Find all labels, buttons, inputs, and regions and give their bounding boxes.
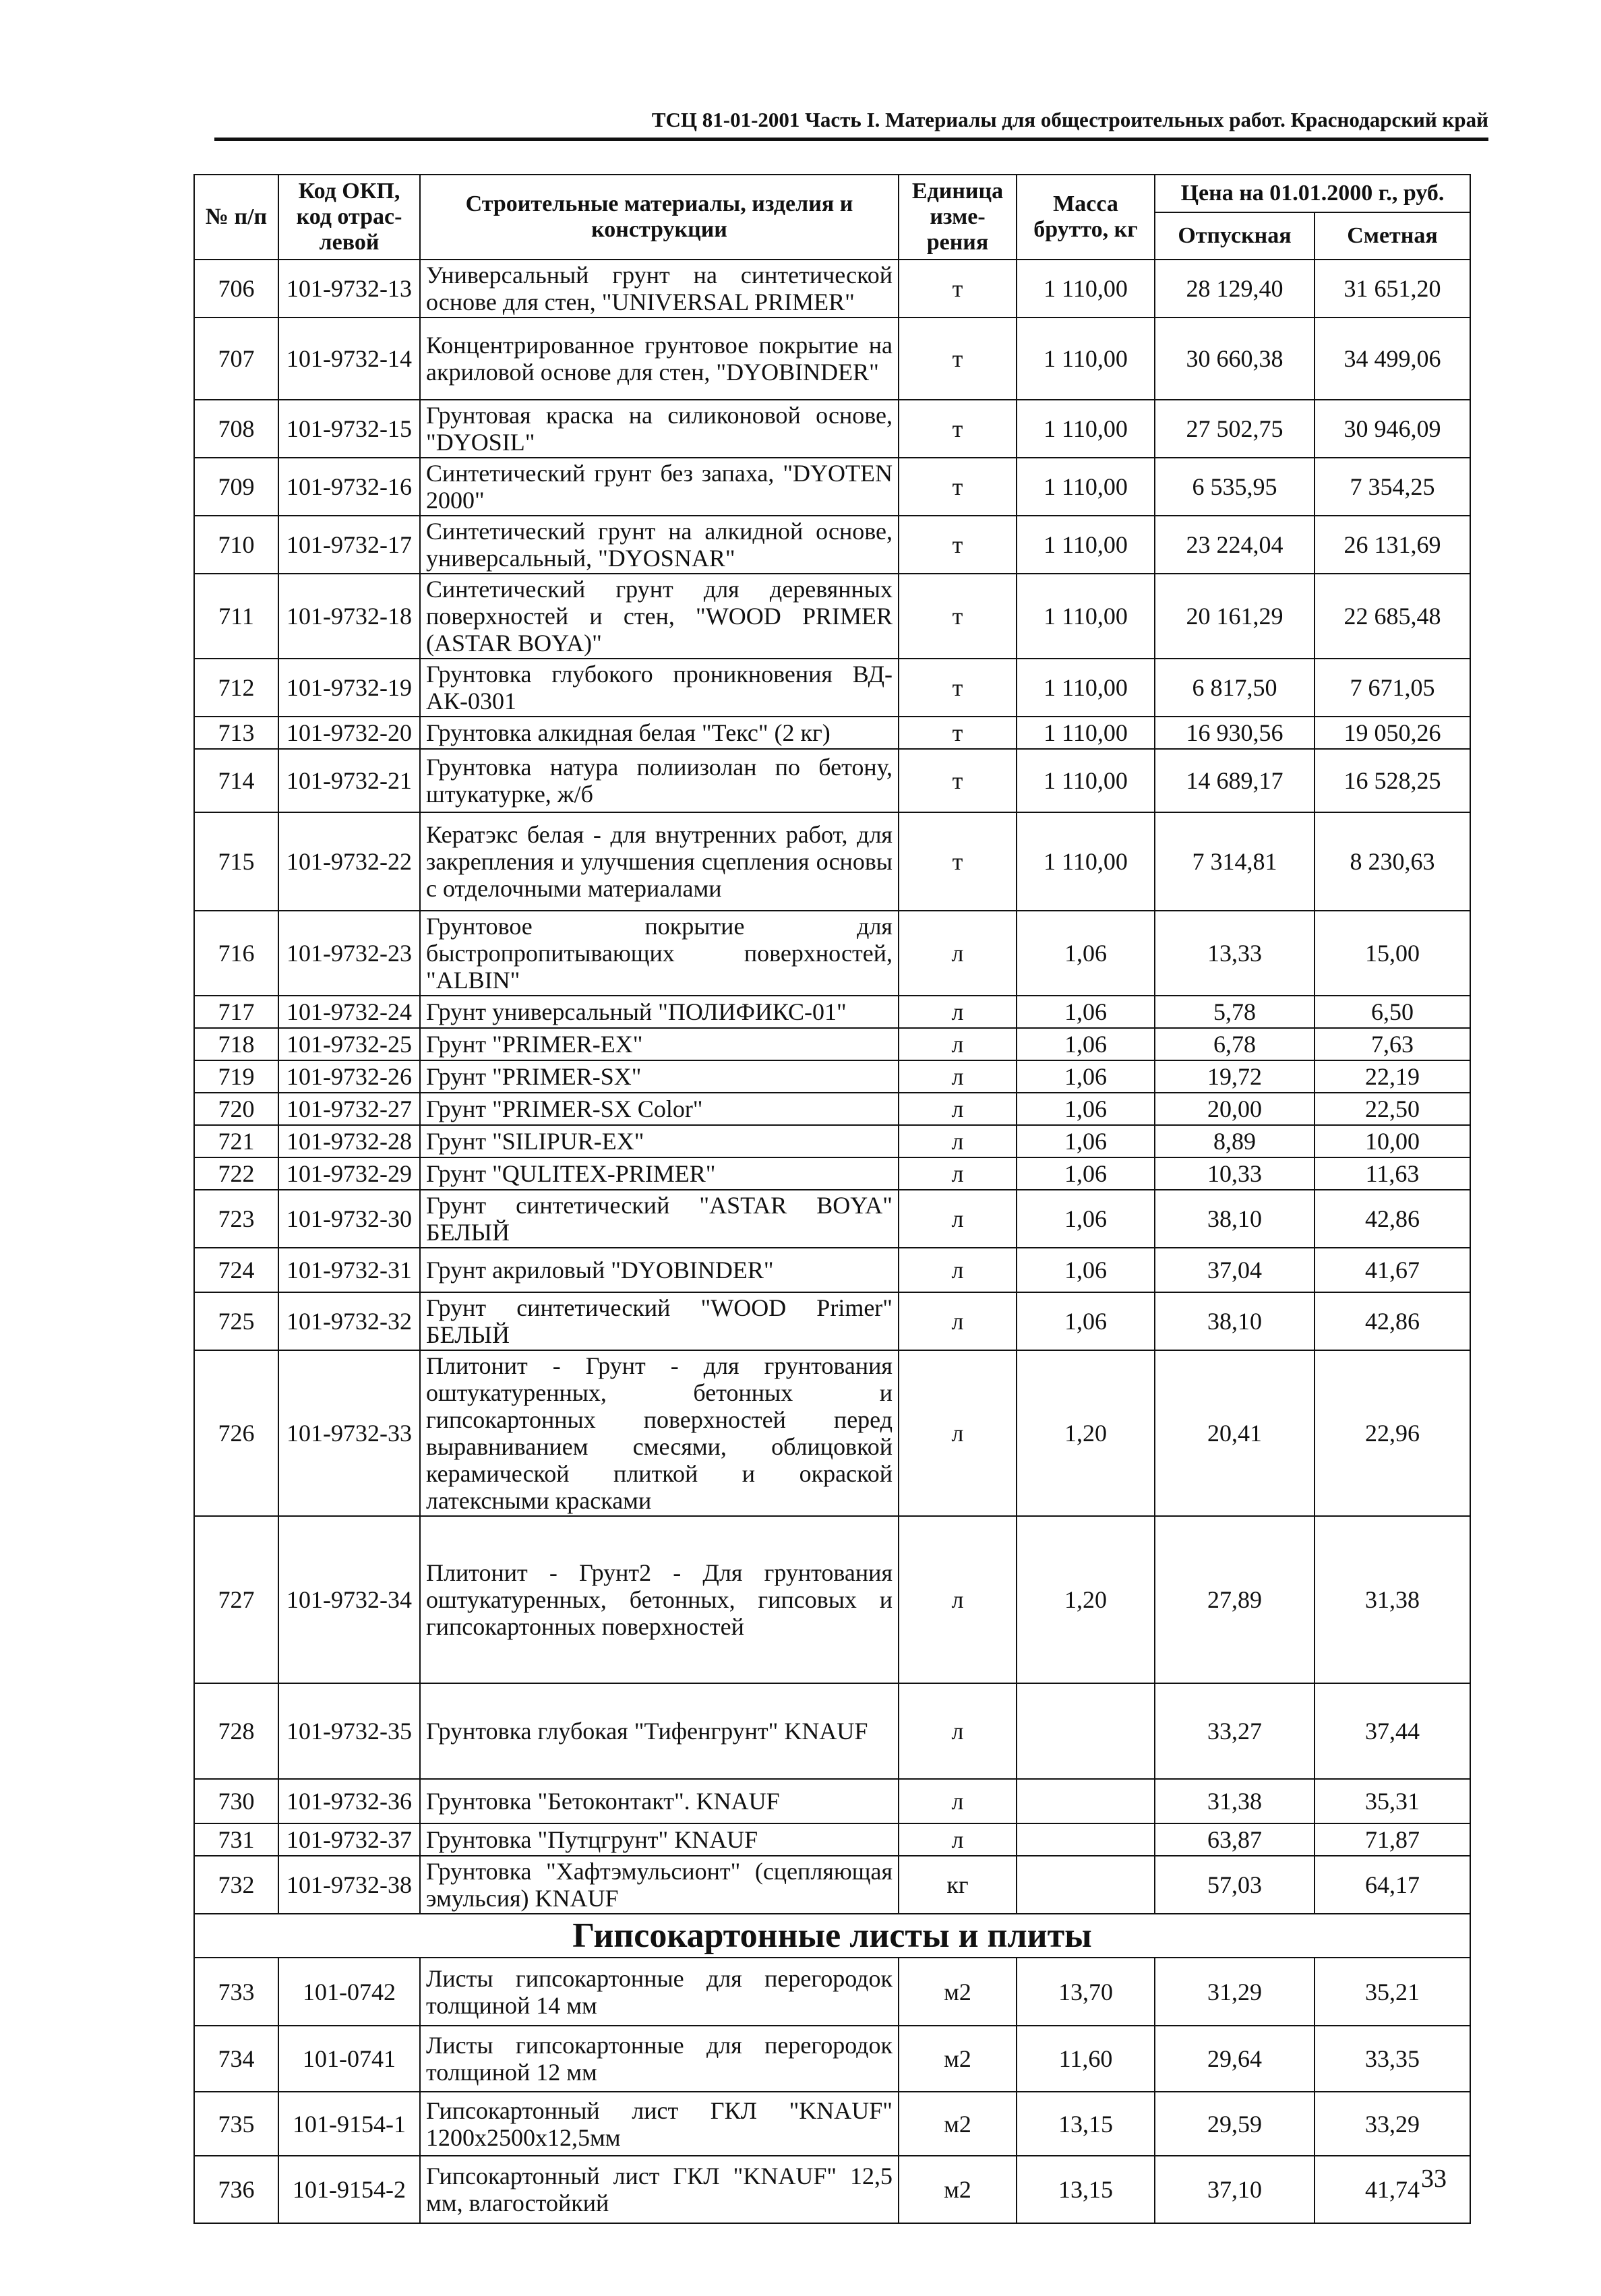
cell-release: 38,10 [1155,1190,1315,1248]
table-row [194,1856,1470,1914]
col-price-group: Цена на 01.01.2000 г., руб. [1155,175,1470,212]
cell-num: 712 [194,659,278,717]
cell-unit: т [899,812,1017,911]
cell-unit: л [899,1683,1017,1779]
cell-release: 20,00 [1155,1093,1315,1125]
cell-unit: л [899,1125,1017,1157]
cell-estimate: 10,00 [1315,1125,1470,1157]
cell-code: 101-9732-34 [278,1516,420,1683]
cell-release: 29,59 [1155,2092,1315,2156]
cell-unit: л [899,1093,1017,1125]
table-row [194,574,1470,659]
cell-release: 29,64 [1155,2026,1315,2092]
cell-mass: 1,06 [1017,1125,1155,1157]
cell-estimate: 41,67 [1315,1248,1470,1292]
table-row [194,1350,1470,1516]
table-row [194,996,1470,1028]
cell-code: 101-9732-15 [278,400,420,458]
cell-release: 6 535,95 [1155,458,1315,516]
cell-estimate: 26 131,69 [1315,516,1470,574]
cell-name: Гипсокартонный лист ГКЛ "KNAUF" 12,5 мм, влагостойкий [420,2156,899,2223]
cell-mass: 13,15 [1017,2156,1155,2223]
table-row [194,1060,1470,1093]
cell-name: Концентрированное грунтовое покрытие на акриловой основе для стен, "DYOBINDER" [420,318,899,400]
table-row [194,1028,1470,1060]
cell-release: 37,04 [1155,1248,1315,1292]
cell-mass [1017,1856,1155,1914]
cell-name: Синтетический грунт на алкидной основе, универсальный, "DYOSNAR" [420,516,899,574]
cell-estimate: 42,86 [1315,1190,1470,1248]
cell-mass: 1 110,00 [1017,400,1155,458]
table-row [194,1190,1470,1248]
cell-release: 14 689,17 [1155,749,1315,812]
cell-name: Грунтовое покрытие для быстропропитывающих поверхностей, "ALBIN" [420,911,899,996]
cell-estimate: 31 651,20 [1315,260,1470,318]
cell-mass: 13,15 [1017,2092,1155,2156]
cell-release: 19,72 [1155,1060,1315,1093]
col-release: Отпускная [1155,212,1315,260]
cell-name: Грунт "PRIMER-EX" [420,1028,899,1060]
cell-unit: л [899,1157,1017,1190]
cell-mass: 1,06 [1017,1060,1155,1093]
cell-mass: 1 110,00 [1017,318,1155,400]
cell-estimate: 11,63 [1315,1157,1470,1190]
table-row [194,717,1470,749]
cell-name: Грунтовка алкидная белая "Текс" (2 кг) [420,717,899,749]
cell-code: 101-9732-22 [278,812,420,911]
table-row [194,2156,1470,2223]
cell-estimate: 15,00 [1315,911,1470,996]
cell-code: 101-9732-14 [278,318,420,400]
cell-code: 101-9732-23 [278,911,420,996]
cell-mass: 1,06 [1017,1093,1155,1125]
cell-release: 38,10 [1155,1292,1315,1350]
cell-name: Синтетический грунт без запаха, "DYOTEN 2000" [420,458,899,516]
cell-estimate: 71,87 [1315,1823,1470,1856]
cell-unit: л [899,911,1017,996]
cell-mass: 1 110,00 [1017,749,1155,812]
cell-unit: м2 [899,2026,1017,2092]
cell-mass: 1 110,00 [1017,659,1155,717]
cell-estimate: 22,50 [1315,1093,1470,1125]
cell-num: 719 [194,1060,278,1093]
cell-name: Синтетический грунт для деревянных поверхностей и стен, "WOOD PRIMER (ASTAR BOYA)" [420,574,899,659]
cell-mass: 1 110,00 [1017,458,1155,516]
cell-unit: т [899,516,1017,574]
cell-num: 734 [194,2026,278,2092]
cell-release: 31,38 [1155,1779,1315,1823]
cell-release: 7 314,81 [1155,812,1315,911]
page-number: 33 [1421,2165,1447,2193]
cell-num: 714 [194,749,278,812]
cell-release: 28 129,40 [1155,260,1315,318]
cell-estimate: 35,31 [1315,1779,1470,1823]
cell-num: 726 [194,1350,278,1516]
cell-release: 13,33 [1155,911,1315,996]
cell-name: Грунтовка глубокого проникновения ВД-АК-0301 [420,659,899,717]
cell-num: 716 [194,911,278,996]
materials-table [193,174,1471,2224]
cell-release: 27,89 [1155,1516,1315,1683]
cell-name: Грунтовая краска на силиконовой основе, "DYOSIL" [420,400,899,458]
cell-code: 101-9732-27 [278,1093,420,1125]
cell-name: Грунт "PRIMER-SX" [420,1060,899,1093]
cell-name: Грунт акриловый "DYOBINDER" [420,1248,899,1292]
cell-release: 16 930,56 [1155,717,1315,749]
table-row [194,1958,1470,2026]
cell-estimate: 22,19 [1315,1060,1470,1093]
table-row [194,1779,1470,1823]
cell-mass [1017,1823,1155,1856]
cell-release: 57,03 [1155,1856,1315,1914]
cell-num: 728 [194,1683,278,1779]
cell-release: 27 502,75 [1155,400,1315,458]
table-row [194,1248,1470,1292]
cell-code: 101-9732-26 [278,1060,420,1093]
cell-name: Грунтовка "Путцгрунт" KNAUF [420,1823,899,1856]
cell-unit: т [899,749,1017,812]
cell-code: 101-9154-2 [278,2156,420,2223]
cell-unit: л [899,1190,1017,1248]
cell-name: Грунтовка натура полиизолан по бетону, штукатурке, ж/б [420,749,899,812]
cell-code: 101-9732-38 [278,1856,420,1914]
cell-estimate: 16 528,25 [1315,749,1470,812]
cell-name: Универсальный грунт на синтетической основе для стен, "UNIVERSAL PRIMER" [420,260,899,318]
cell-code: 101-0741 [278,2026,420,2092]
cell-mass: 11,60 [1017,2026,1155,2092]
page-header: ТСЦ 81-01-2001 Часть I. Материалы для общестроительных работ. Краснодарский край [651,108,1488,131]
cell-unit: т [899,574,1017,659]
table-row [194,318,1470,400]
cell-unit: м2 [899,1958,1017,2026]
cell-unit: м2 [899,2156,1017,2223]
cell-unit: т [899,717,1017,749]
cell-estimate: 30 946,09 [1315,400,1470,458]
cell-num: 721 [194,1125,278,1157]
col-estimate: Сметная [1315,212,1470,260]
table-row [194,1823,1470,1856]
cell-name: Плитонит - Грунт2 - Для грунтования оштукатуренных, бетонных, гипсовых и гипсокартонных поверхностей [420,1516,899,1683]
cell-mass: 1,06 [1017,996,1155,1028]
cell-code: 101-9732-16 [278,458,420,516]
cell-unit: л [899,1292,1017,1350]
cell-release: 23 224,04 [1155,516,1315,574]
cell-name: Грунт универсальный "ПОЛИФИКС-01" [420,996,899,1028]
col-unit: Единица изме-рения [899,175,1017,260]
cell-unit: м2 [899,2092,1017,2156]
cell-unit: л [899,1028,1017,1060]
cell-code: 101-9732-18 [278,574,420,659]
cell-num: 733 [194,1958,278,2026]
cell-estimate: 22 685,48 [1315,574,1470,659]
cell-estimate: 37,44 [1315,1683,1470,1779]
cell-estimate: 33,35 [1315,2026,1470,2092]
cell-code: 101-9732-32 [278,1292,420,1350]
cell-estimate: 42,86 [1315,1292,1470,1350]
cell-estimate: 22,96 [1315,1350,1470,1516]
cell-num: 708 [194,400,278,458]
cell-name: Грунт "QULITEX-PRIMER" [420,1157,899,1190]
cell-mass: 1,20 [1017,1350,1155,1516]
cell-name: Грунт синтетический "ASTAR BOYA" БЕЛЫЙ [420,1190,899,1248]
cell-unit: л [899,1060,1017,1093]
cell-code: 101-9732-35 [278,1683,420,1779]
cell-mass: 1,20 [1017,1516,1155,1683]
cell-num: 709 [194,458,278,516]
cell-mass [1017,1779,1155,1823]
table-row [194,911,1470,996]
cell-unit: кг [899,1856,1017,1914]
cell-release: 6,78 [1155,1028,1315,1060]
table-row [194,260,1470,318]
cell-code: 101-9732-37 [278,1823,420,1856]
cell-code: 101-9732-21 [278,749,420,812]
cell-name: Кератэкс белая - для внутренних работ, для закрепления и улучшения сцепления основы с отделочными материалами [420,812,899,911]
cell-mass: 13,70 [1017,1958,1155,2026]
cell-code: 101-9154-1 [278,2092,420,2156]
table-row [194,1157,1470,1190]
cell-name: Грунтовка глубокая "Тифенгрунт" KNAUF [420,1683,899,1779]
cell-code: 101-0742 [278,1958,420,2026]
cell-name: Грунт "SILIPUR-EX" [420,1125,899,1157]
cell-num: 725 [194,1292,278,1350]
cell-code: 101-9732-28 [278,1125,420,1157]
table-row [194,749,1470,812]
cell-code: 101-9732-24 [278,996,420,1028]
cell-release: 63,87 [1155,1823,1315,1856]
cell-code: 101-9732-17 [278,516,420,574]
cell-unit: л [899,1350,1017,1516]
cell-unit: т [899,318,1017,400]
cell-num: 710 [194,516,278,574]
cell-num: 722 [194,1157,278,1190]
cell-num: 724 [194,1248,278,1292]
cell-name: Гипсокартонный лист ГКЛ "KNAUF" 1200x2500x12,5мм [420,2092,899,2156]
cell-code: 101-9732-30 [278,1190,420,1248]
section-title: Гипсокартонные листы и плиты [194,1914,1470,1958]
cell-num: 735 [194,2092,278,2156]
col-name: Строительные материалы, изделия и конструкции [420,175,899,260]
col-num: № п/п [194,175,278,260]
cell-estimate: 7 671,05 [1315,659,1470,717]
cell-num: 711 [194,574,278,659]
cell-code: 101-9732-33 [278,1350,420,1516]
cell-code: 101-9732-36 [278,1779,420,1823]
cell-num: 713 [194,717,278,749]
cell-release: 33,27 [1155,1683,1315,1779]
cell-release: 20 161,29 [1155,574,1315,659]
cell-name: Плитонит - Грунт - для грунтования оштукатуренных, бетонных и гипсокартонных поверхностей перед выравниванием смесями, облицовкой керамической плиткой и окраской латексными красками [420,1350,899,1516]
cell-mass: 1 110,00 [1017,717,1155,749]
cell-mass: 1 110,00 [1017,574,1155,659]
cell-unit: л [899,1516,1017,1683]
cell-estimate: 33,29 [1315,2092,1470,2156]
table-row [194,1125,1470,1157]
cell-num: 706 [194,260,278,318]
cell-estimate: 64,17 [1315,1856,1470,1914]
cell-estimate: 7 354,25 [1315,458,1470,516]
cell-estimate: 35,21 [1315,1958,1470,2026]
cell-estimate: 41,74 [1315,2156,1470,2223]
cell-code: 101-9732-31 [278,1248,420,1292]
cell-unit: л [899,1248,1017,1292]
cell-name: Грунтовка "Бетоконтакт". KNAUF [420,1779,899,1823]
cell-mass: 1,06 [1017,1028,1155,1060]
cell-num: 720 [194,1093,278,1125]
cell-mass: 1,06 [1017,1157,1155,1190]
cell-name: Грунт "PRIMER-SX Color" [420,1093,899,1125]
cell-num: 723 [194,1190,278,1248]
cell-num: 731 [194,1823,278,1856]
cell-num: 736 [194,2156,278,2223]
cell-release: 31,29 [1155,1958,1315,2026]
table-row [194,1292,1470,1350]
cell-estimate: 31,38 [1315,1516,1470,1683]
table-row [194,659,1470,717]
cell-num: 730 [194,1779,278,1823]
cell-num: 707 [194,318,278,400]
cell-num: 727 [194,1516,278,1683]
cell-estimate: 7,63 [1315,1028,1470,1060]
cell-estimate: 6,50 [1315,996,1470,1028]
table-row [194,400,1470,458]
table-row [194,1516,1470,1683]
table-row [194,458,1470,516]
table-row [194,516,1470,574]
cell-name: Грунт синтетический "WOOD Primer" БЕЛЫЙ [420,1292,899,1350]
col-mass: Масса брутто, кг [1017,175,1155,260]
cell-unit: л [899,1779,1017,1823]
cell-num: 732 [194,1856,278,1914]
cell-unit: т [899,458,1017,516]
cell-mass: 1,06 [1017,1190,1155,1248]
cell-mass: 1,06 [1017,1248,1155,1292]
cell-mass: 1 110,00 [1017,260,1155,318]
cell-code: 101-9732-20 [278,717,420,749]
cell-unit: т [899,260,1017,318]
cell-unit: л [899,996,1017,1028]
cell-code: 101-9732-29 [278,1157,420,1190]
cell-release: 30 660,38 [1155,318,1315,400]
cell-unit: т [899,400,1017,458]
cell-release: 10,33 [1155,1157,1315,1190]
table-row [194,2026,1470,2092]
cell-code: 101-9732-19 [278,659,420,717]
cell-release: 37,10 [1155,2156,1315,2223]
cell-name: Листы гипсокартонные для перегородок толщиной 14 мм [420,1958,899,2026]
cell-release: 5,78 [1155,996,1315,1028]
cell-release: 8,89 [1155,1125,1315,1157]
cell-code: 101-9732-25 [278,1028,420,1060]
table-row [194,1683,1470,1779]
cell-unit: т [899,659,1017,717]
cell-mass: 1,06 [1017,1292,1155,1350]
cell-estimate: 19 050,26 [1315,717,1470,749]
cell-num: 715 [194,812,278,911]
cell-mass [1017,1683,1155,1779]
cell-name: Грунтовка "Хафтэмульсионт" (сцепляющая эмульсия) KNAUF [420,1856,899,1914]
cell-release: 20,41 [1155,1350,1315,1516]
table-row [194,812,1470,911]
cell-num: 717 [194,996,278,1028]
cell-code: 101-9732-13 [278,260,420,318]
cell-estimate: 34 499,06 [1315,318,1470,400]
cell-release: 6 817,50 [1155,659,1315,717]
cell-estimate: 8 230,63 [1315,812,1470,911]
cell-unit: л [899,1823,1017,1856]
cell-mass: 1,06 [1017,911,1155,996]
cell-mass: 1 110,00 [1017,812,1155,911]
header-rule [214,138,1488,141]
cell-mass: 1 110,00 [1017,516,1155,574]
col-code: Код ОКП, код отрас-левой [278,175,420,260]
table-row [194,2092,1470,2156]
table-row [194,1093,1470,1125]
cell-name: Листы гипсокартонные для перегородок толщиной 12 мм [420,2026,899,2092]
cell-num: 718 [194,1028,278,1060]
